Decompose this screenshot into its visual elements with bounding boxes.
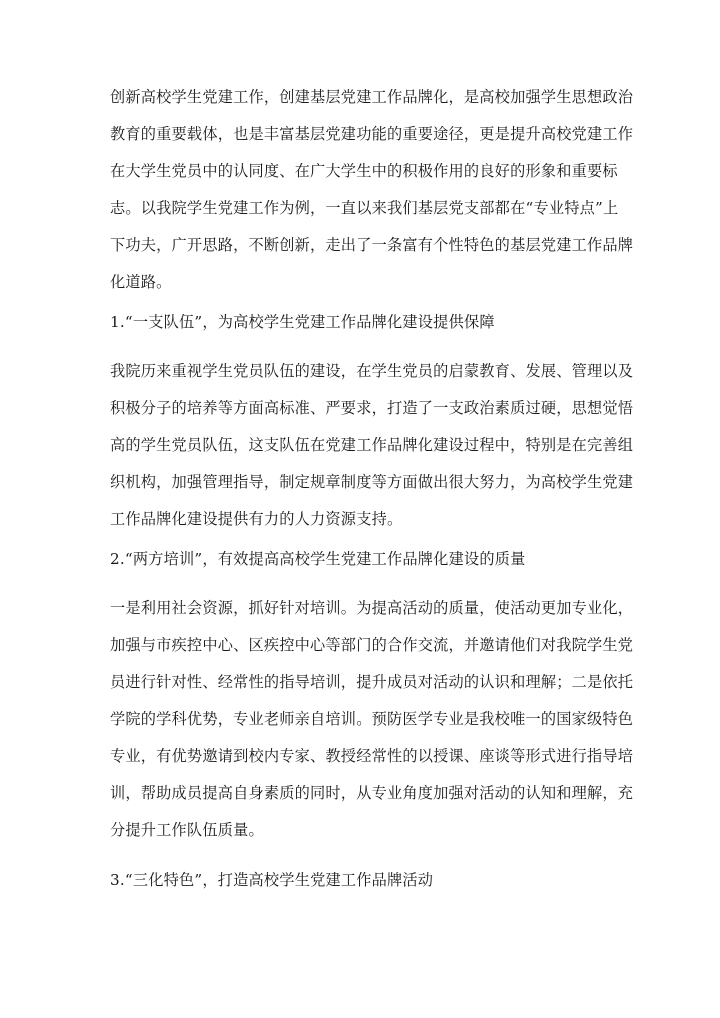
paragraph-2-line-4: 织机构，加强管理指导，制定规章制度等方面做出很大努力，为高校学生党建 (110, 473, 634, 491)
paragraph-3-line-3: 员进行针对性、经常性的指导培训，提升成员对活动的认识和理解；二是依托 (110, 673, 634, 691)
paragraph-1-line-4: 志。以我院学生党建工作为例，一直以来我们基层党支部都在“专业特点”上 (110, 199, 619, 217)
section-heading-3: 3.“三化特色”，打造高校学生党建工作品牌活动 (110, 871, 434, 889)
paragraph-1-line-1: 创新高校学生党建工作，创建基层党建工作品牌化，是高校加强学生思想政治 (110, 88, 634, 106)
paragraph-3-line-6: 训，帮助成员提高自身素质的同时，从专业角度加强对活动的认知和理解，充 (110, 784, 634, 802)
section-heading-2: 2.“两方培训”，有效提高高校学生党建工作品牌化建设的质量 (110, 550, 526, 568)
paragraph-2-line-1: 我院历来重视学生党员队伍的建设，在学生党员的启蒙教育、发展、管理以及 (110, 362, 634, 380)
paragraph-3-line-5: 专业，有优势邀请到校内专家、教授经常性的以授课、座谈等形式进行指导培 (110, 747, 634, 765)
paragraph-3-line-7: 分提升工作队伍质量。 (110, 821, 264, 839)
paragraph-1-line-3: 在大学生党员中的认同度、在广大学生中的积极作用的良好的形象和重要标 (110, 162, 618, 180)
paragraph-2-line-2: 积极分子的培养等方面高标准、严要求，打造了一支政治素质过硬，思想觉悟 (110, 399, 634, 417)
paragraph-3-line-2: 加强与市疾控中心、区疾控中心等部门的合作交流，并邀请他们对我院学生党 (110, 636, 634, 654)
paragraph-1-line-5: 下功夫，广开思路，不断创新，走出了一条富有个性特色的基层党建工作品牌 (110, 236, 634, 254)
paragraph-3-line-1: 一是利用社会资源，抓好针对培训。为提高活动的质量，使活动更加专业化， (110, 599, 634, 617)
paragraph-3-line-4: 学院的学科优势，专业老师亲自培训。预防医学专业是我校唯一的国家级特色 (110, 710, 634, 728)
section-heading-1: 1.“一支队伍”，为高校学生党建工作品牌化建设提供保障 (110, 313, 495, 331)
paragraph-1-line-6: 化道路。 (110, 273, 172, 291)
paragraph-2-line-3: 高的学生党员队伍，这支队伍在党建工作品牌化建设过程中，特别是在完善组 (110, 436, 634, 454)
paragraph-2-line-5: 工作品牌化建设提供有力的人力资源支持。 (110, 510, 403, 528)
paragraph-1-line-2: 教育的重要载体，也是丰富基层党建功能的重要途径，更是提升高校党建工作 (110, 125, 634, 143)
